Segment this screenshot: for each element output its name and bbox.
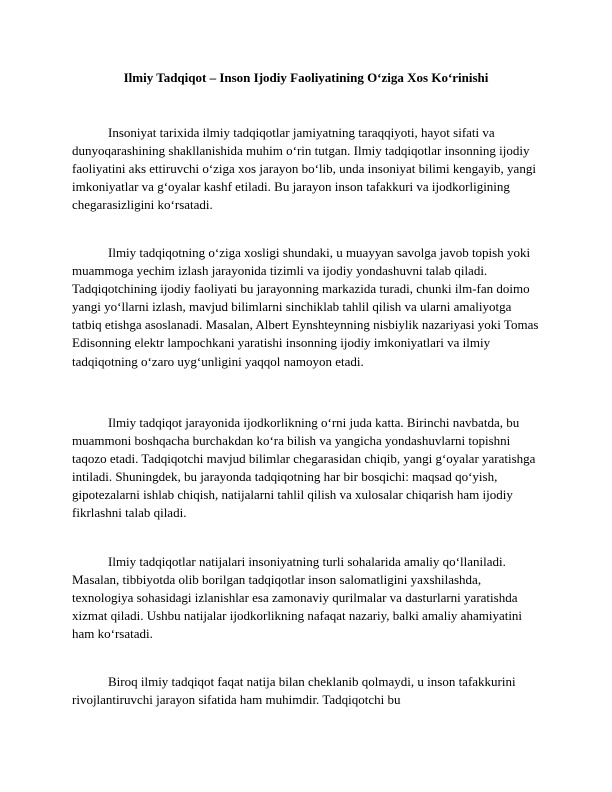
paragraph-4: Ilmiy tadqiqotlar natijalari insoniyatning turli sohalarida amaliy qo‘llaniladi. Masalan, tibbiyotda olib borilgan tadqiqotlar inson salomatligini yaxshilashda, texnologiya sohasidagi izlanishlar esa zamonaviy qurilmalar va dasturlarni yaratishda xizmat qiladi. Ushbu natijalar ijodkorlikning nafaqat nazariy, balki amaliy ahamiyatini ham ko‘rsatadi. [72,554,523,642]
paragraph-2: Ilmiy tadqiqotning o‘ziga xosligi shundaki, u muayyan savolga javob topish yoki muammoga yechim izlash jarayonida tizimli va ijodiy yondashuvni talab qiladi. Tadqiqotchining ijodiy faoliyati bu jarayonning markazida turadi, chunki ilm-fan doimo yangi yo‘llarni izlash, mavjud bilimlarni sinchiklab tahlil qilish va ularni amaliyotga tatbiq etishga asoslanadi. Masalan, Albert Eynshteynning nisbiylik nazariyasi yoki Tomas Edisonning elektr lampochkani yaratishi insonning ijodiy imkoniyatlari va ilmiy tadqiqotning o‘zaro uyg‘unligini yaqqol namoyon etadi. [72,245,539,369]
paragraph-3: Ilmiy tadqiqot jarayonida ijodkorlikning o‘rni juda katta. Birinchi navbatda, bu muammoni boshqacha burchakdan ko‘ra bilish va yangicha yondashuvlarni topishni taqozo etadi. Tadqiqotchi mavjud bilimlar chegarasidan chiqib, yangi g‘oyalar yaratishga intiladi. Shuningdek, bu jarayonda tadqiqotning har bir bosqichi: maqsad qo‘yish, gipotezalarni ishlab chiqish, natijalarni tahlil qilish va xulosalar chiqarish ham ijodiy fikrlashni talab qiladi. [72,415,536,521]
paragraph-1: Insoniyat tarixida ilmiy tadqiqotlar jamiyatning taraqqiyoti, hayot sifati va dunyoqarashining shakllanishida muhim o‘rin tutgan. Ilmiy tadqiqotlar insonning ijodiy faoliyatini aks ettiruvchi o‘ziga xos jarayon bo‘lib, unda insoniyat bilimi kengayib, yangi imkoniyatlar va g‘oyalar kashf etiladi. Bu jarayon inson tafakkuri va ijodkorligining chegarasizligini ko‘rsatadi. [72,125,536,213]
paragraph-5: Biroq ilmiy tadqiqot faqat natija bilan cheklanib qolmaydi, u inson tafakkurini rivojlantiruvchi jarayon sifatida ham muhimdir. Tadqiqotchi bu [72,674,516,708]
document-title: Ilmiy Tadqiqot – Inson Ijodiy Faoliyatining O‘ziga Xos Ko‘rinishi [123,70,489,85]
